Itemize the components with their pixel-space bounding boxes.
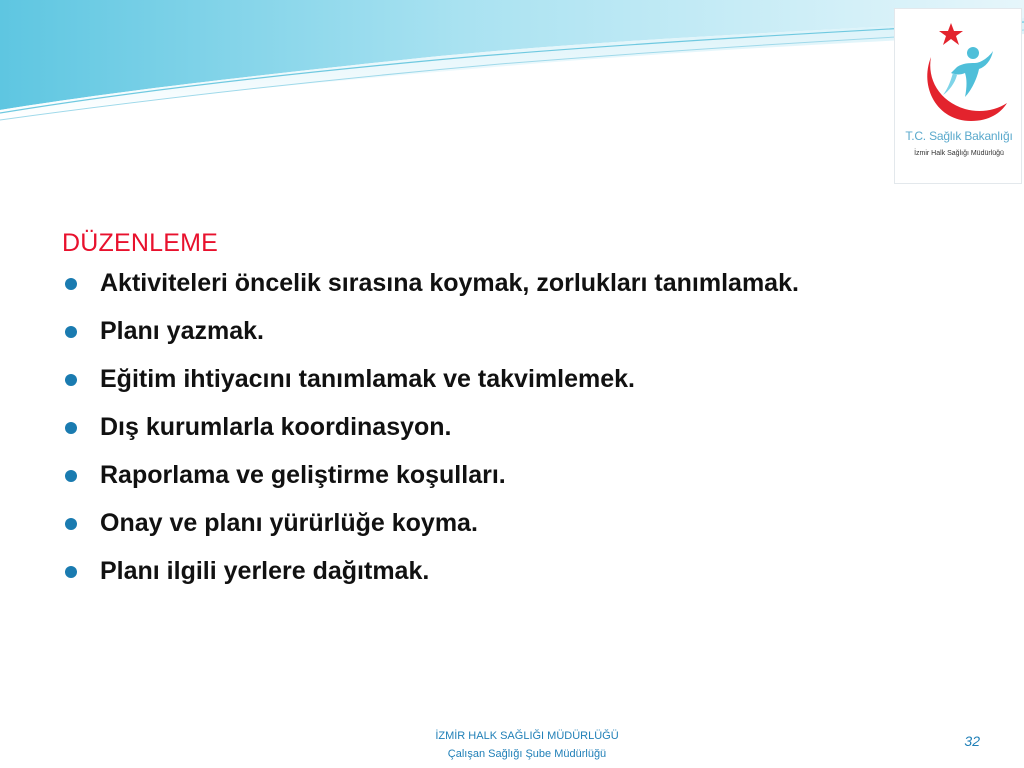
bullet-item: [62, 408, 882, 446]
bullet-dot-icon: [65, 278, 77, 290]
bullet-list: [62, 264, 882, 590]
bullet-text: Planı yazmak.: [100, 317, 264, 345]
decorative-wave-banner: [0, 0, 1024, 130]
bullet-item: [62, 456, 882, 494]
bullet-item: [62, 264, 882, 302]
bullet-dot-icon: [65, 470, 77, 482]
footer-organization: İZMİR HALK SAĞLIĞI MÜDÜRLÜĞÜ: [435, 730, 619, 742]
bullet-item: [62, 360, 882, 398]
bullet-item: [62, 312, 882, 350]
ministry-logo: [894, 8, 1022, 184]
bullet-text: Planı ilgili yerlere dağıtmak.: [100, 557, 430, 585]
bullet-dot-icon: [65, 326, 77, 338]
bullet-dot-icon: [65, 422, 77, 434]
footer-department: Çalışan Sağlığı Şube Müdürlüğü: [447, 748, 607, 760]
bullet-text: Dış kurumlarla koordinasyon.: [100, 413, 452, 441]
slide-content: [62, 224, 882, 600]
bullet-text: Eğitim ihtiyacını tanımlamak ve takvimlemek.: [100, 365, 635, 393]
bullet-dot-icon: [65, 518, 77, 530]
section-heading: DÜZENLEME: [62, 229, 218, 257]
page-number: 32: [964, 733, 980, 749]
bullet-text: Onay ve planı yürürlüğe koyma.: [100, 509, 478, 537]
bullet-dot-icon: [65, 566, 77, 578]
bullet-item: [62, 504, 882, 542]
bullet-text: Aktiviteleri öncelik sırasına koymak, zorlukları tanımlamak.: [100, 269, 799, 297]
slide-footer: [362, 727, 692, 763]
ministry-emblem-icon: [909, 17, 1009, 129]
logo-title: T.C. Sağlık Bakanlığı: [905, 129, 1013, 143]
bullet-text: Raporlama ve geliştirme koşulları.: [100, 461, 506, 489]
bullet-item: [62, 552, 882, 590]
logo-subtitle: İzmir Halk Sağlığı Müdürlüğü: [914, 150, 1004, 157]
bullet-dot-icon: [65, 374, 77, 386]
